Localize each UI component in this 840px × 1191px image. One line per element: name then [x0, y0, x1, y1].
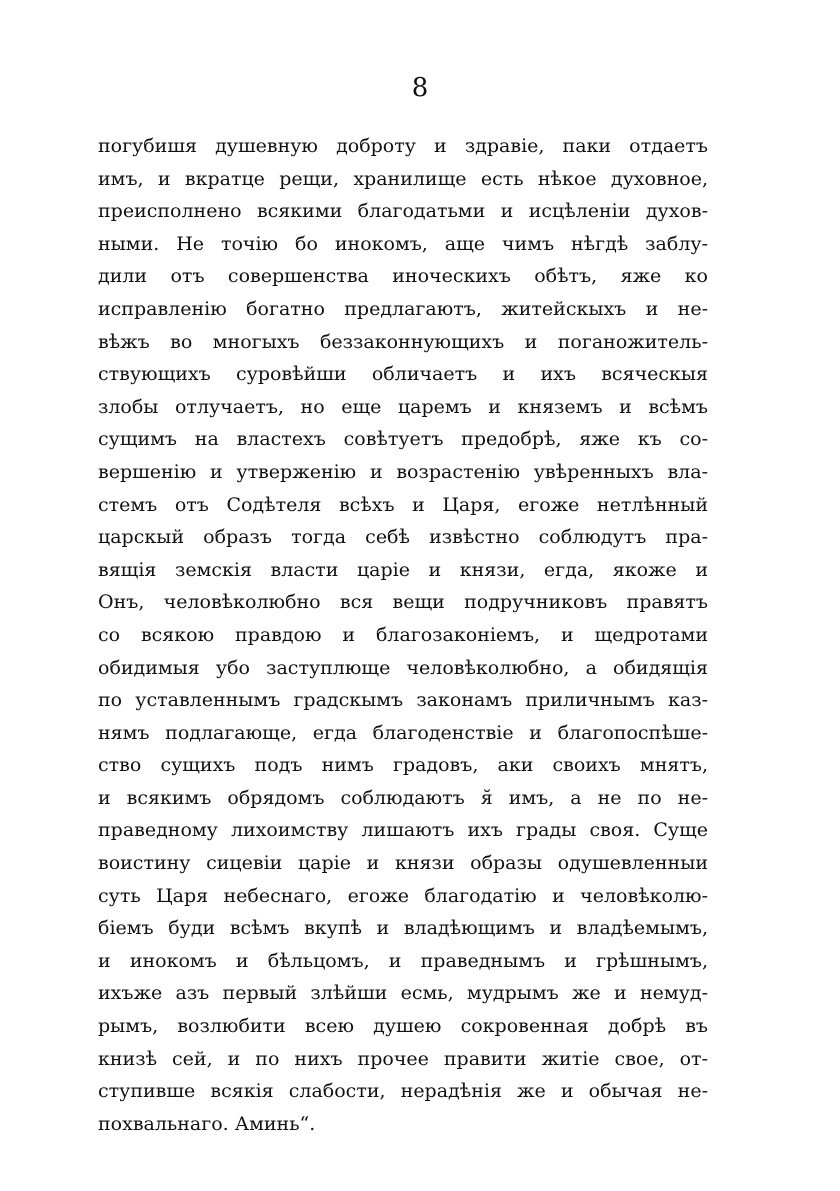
text-line: со всякою правдою и благозаконіемъ, и щедротами: [98, 623, 708, 646]
text-line: книзѣ сей, и по нихъ прочее правити житіе свое, от-: [98, 1047, 708, 1070]
text-line: праведному лихоимству лишаютъ ихъ грады своя. Суще: [98, 819, 708, 842]
text-line: вящія земскія власти царіе и князи, егда, якоже и: [98, 558, 708, 581]
text-line: вершенію и утверженію и возрастенію увѣренныхъ вла-: [98, 460, 708, 483]
text-line: нямъ подлагающе, егда благоденствіе и благопоспѣше-: [98, 721, 708, 744]
body-text: [98, 130, 708, 1140]
text-line: Онъ, человѣколюбно вся вещи подручниковъ правятъ: [98, 591, 708, 614]
text-line: царскый образъ тогда себѣ извѣстно соблюдутъ пра-: [98, 526, 708, 549]
text-line: и всякимъ обрядомъ соблюдаютъ я̆ имъ, а не по не-: [98, 786, 708, 809]
text-line: преисполнено всякими благодатьми и исцѣленіи духов-: [98, 200, 708, 223]
text-line: сущимъ на властехъ совѣтуетъ предобрѣ, яже къ со-: [98, 428, 708, 451]
text-line: біемъ буди всѣмъ вкупѣ и владѣющимъ и владѣемымъ,: [98, 917, 708, 940]
text-line: ство сущихъ подъ нимъ градовъ, аки своихъ мнятъ,: [98, 754, 708, 777]
text-line: ными. Не точію бо инокомъ, аще чимъ нѣгдѣ заблу-: [98, 232, 708, 255]
text-line: обидимыя убо заступлюще человѣколюбно, а обидящія: [98, 656, 708, 679]
text-line: воистину сицевіи царіе и князи образы одушевленныи: [98, 852, 708, 875]
text-line: злобы отлучаетъ, но еще царемъ и княземъ и всѣмъ: [98, 395, 708, 418]
text-line: вѣжъ во многыхъ беззаконнующихъ и поганожитель-: [98, 330, 708, 353]
page-number: 8: [411, 73, 429, 103]
text-line-last: похвальнаго. Аминь“.: [98, 1112, 316, 1135]
text-line: погубишя душевную доброту и здравіе, паки отдаетъ: [98, 135, 708, 157]
text-line: суть Царя небеснаго, егоже благодатію и человѣколю-: [98, 884, 708, 907]
text-line: по уставленнымъ градскымъ законамъ приличнымъ каз-: [98, 689, 708, 712]
text-line: ствующихъ суровѣйши обличаетъ и ихъ всяческыя: [98, 363, 708, 386]
text-line: исправленію богатно предлагаютъ, житейскыхъ и не-: [98, 297, 708, 320]
text-line: и инокомъ и бѣльцомъ, и праведнымъ и грѣшнымъ,: [98, 949, 708, 972]
text-line: дили отъ совершенства иноческихъ обѣтъ, яже ко: [98, 265, 708, 288]
text-line: стемъ отъ Содѣтеля всѣхъ и Царя, егоже нетлѣнный: [98, 493, 708, 516]
text-line: имъ, и вкратце рещи, хранилище есть нѣкое духовное,: [98, 167, 708, 190]
text-line: рымъ, возлюбити всею душею сокровенная добрѣ въ: [98, 1015, 708, 1038]
text-line: ступивше всякія слабости, нерадѣнія же и обычая не-: [98, 1080, 708, 1103]
text-line: ихъже азъ первый злѣйши есмь, мудрымъ же и немуд-: [98, 982, 708, 1005]
